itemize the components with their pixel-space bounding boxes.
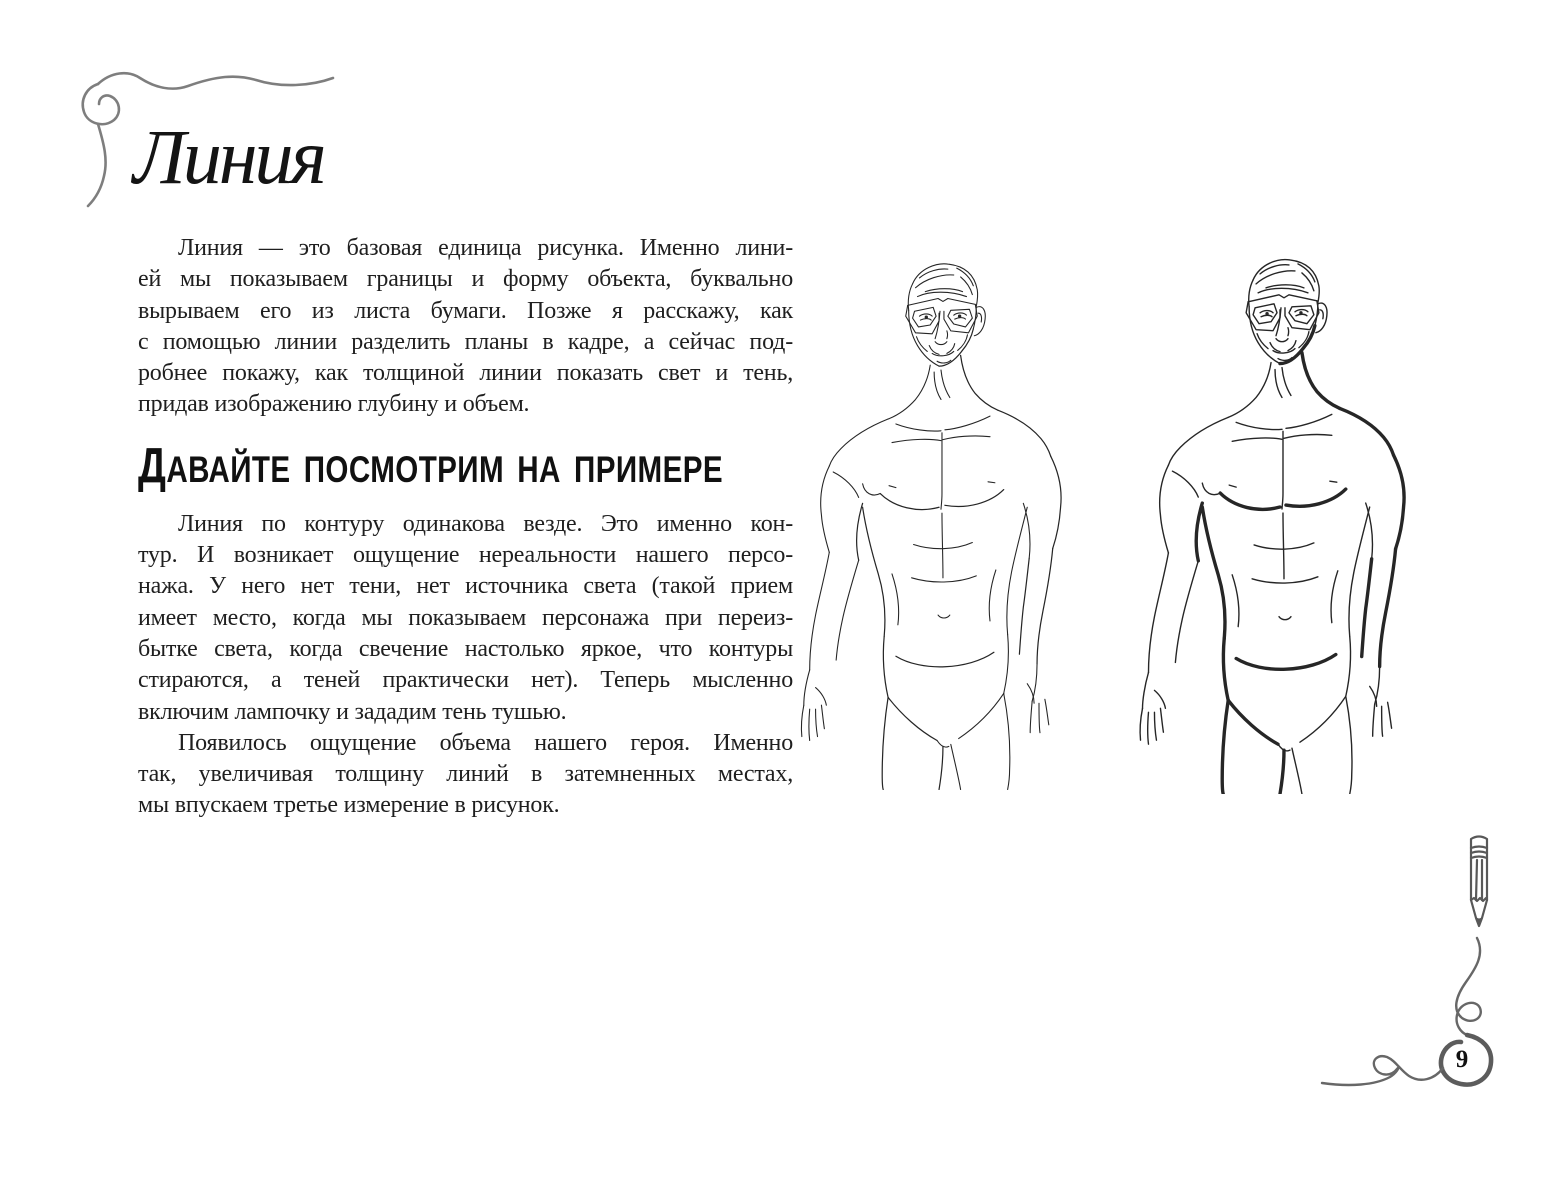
text-column [138,233,793,822]
text-line: так, увеличивая толщину линий в затемненных местах, [138,761,793,788]
text-line: бытке света, когда свечение настолько яркое, что контуры [138,635,793,662]
text-line: Появилось ощущение объема нашего героя. Именно [178,729,793,756]
text-line: с помощью линии разделить планы в кадре, а сейчас под- [138,328,793,355]
page-title: Линия [133,113,324,200]
hero-figure-thin-lines [794,250,1088,790]
text-line: робнее покажу, как толщиной линии показать свет и тень, [138,360,793,387]
heading-initial: Д [138,438,167,493]
paragraph [138,233,793,421]
paragraph [138,728,793,822]
text-line: Линия — это базовая единица рисунка. Именно лини- [178,235,793,261]
page-number: 9 [1455,1046,1469,1073]
pencil-icon [1461,834,1497,932]
squiggle-loop-line-icon [1310,926,1510,1100]
text-line: включим лампочку и зададим тень тушью. [138,698,567,725]
text-line: Линия по контуру одинакова везде. Это именно кон- [178,510,793,537]
text-line: имеет место, когда мы показываем персонажа при переиз- [138,604,793,631]
text-line: мы впускаем третье измерение в рисунок. [138,792,560,819]
heading-rest: АВАЙТЕ ПОСМОТРИМ НА ПРИМЕРЕ [166,448,724,490]
hero-figure-weighted-lines [1124,246,1440,794]
text-line: стираются, а теней практически нет). Теперь мысленно [138,667,793,694]
text-line: ей мы показываем границы и форму объекта, буквально [138,266,793,293]
text-line: тур. И возникает ощущение нереальности нашего персо- [138,542,793,569]
text-line: вырываем его из листа бумаги. Позже я расскажу, как [138,297,793,324]
text-line: нажа. У него нет тени, нет источника света (такой прием [138,573,793,600]
section-heading [138,438,724,496]
text-line: придав изображению глубину и объем. [138,391,530,418]
paragraph [138,509,793,728]
